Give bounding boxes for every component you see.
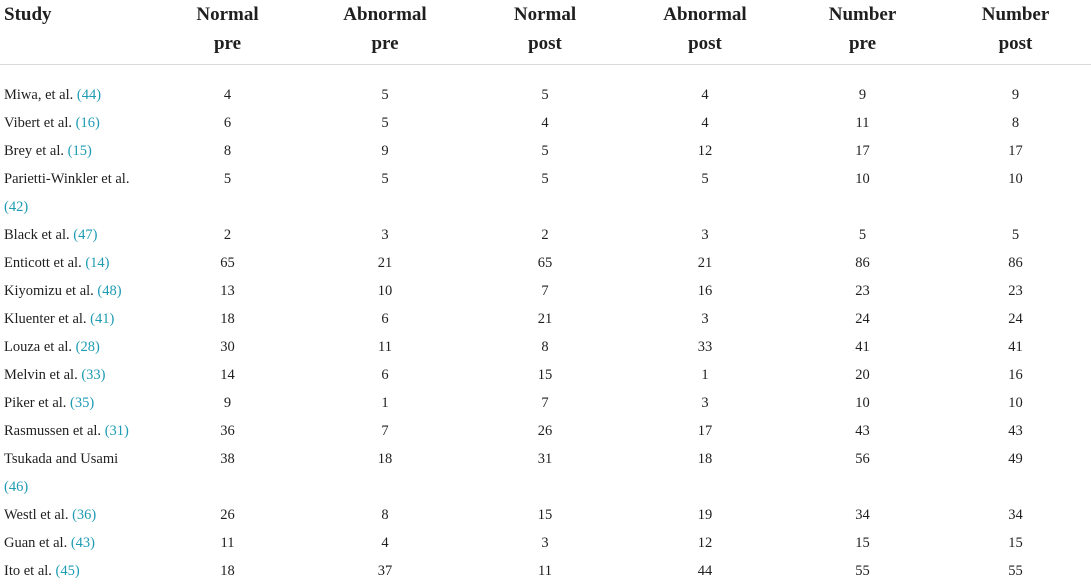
header-abnormal-post-line1: Abnormal [663,4,747,25]
cell-number-post: 23 [1008,283,1023,299]
study-cell [0,305,150,333]
table-row [0,333,1091,361]
cell-normal-post: 3 [541,535,549,551]
reference-link[interactable]: (43) [70,535,96,551]
reference-link[interactable]: (41) [90,311,115,327]
study-cell [0,333,150,361]
reference-link[interactable]: (14) [85,255,110,271]
cell-number-post: 41 [1008,339,1023,355]
cell-abnormal-post: 4 [701,87,709,103]
cell-abnormal-pre: 5 [381,171,389,187]
study-name: Black et al. [4,227,70,243]
cell-number-post: 43 [1008,423,1023,439]
cell-abnormal-pre: 21 [377,255,393,271]
table-row [0,445,1091,501]
study-name: Brey et al. [4,143,64,159]
cell-number-pre: 17 [855,143,870,159]
cell-number-post: 10 [1008,171,1023,187]
cell-normal-post: 4 [541,115,549,131]
cell-normal-post: 31 [537,451,553,467]
study-cell [0,137,150,165]
reference-link[interactable]: (33) [81,367,106,383]
cell-normal-post: 2 [541,227,549,243]
study-cell [0,65,150,110]
table-row [0,557,1091,585]
cell-normal-pre: 14 [220,367,235,383]
study-cell [0,529,150,557]
study-name: Miwa, et al. [4,87,74,103]
reference-link[interactable]: (42) [4,199,29,215]
cell-normal-post: 21 [537,311,553,327]
study-cell [0,277,150,305]
cell-number-post: 8 [1011,115,1020,131]
cell-normal-pre: 5 [223,171,232,187]
study-name: Guan et al. [4,535,68,551]
cell-normal-post: 26 [537,423,553,439]
cell-normal-post: 15 [537,507,553,523]
header-normal-post-line2: post [528,33,562,54]
reference-link[interactable]: (46) [4,479,29,495]
header-number-pre-line1: Number [828,4,897,25]
reference-link[interactable]: (48) [97,283,122,299]
reference-link[interactable]: (47) [73,227,98,243]
table-row [0,501,1091,529]
cell-number-post: 86 [1008,255,1023,271]
table-row [0,361,1091,389]
header-abnormal-pre-line1: Abnormal [343,4,427,25]
cell-normal-post: 7 [541,283,549,299]
cell-abnormal-pre: 8 [381,507,389,523]
study-name: Tsukada and Usami [4,451,119,467]
cell-abnormal-post: 5 [701,171,709,187]
header-normal-pre-line2: pre [213,33,242,54]
cell-abnormal-post: 3 [701,311,709,327]
study-name: Melvin et al. [4,367,78,383]
cell-number-pre: 34 [855,507,870,523]
table-row [0,137,1091,165]
table-header [0,0,1091,65]
cell-normal-pre: 30 [220,339,235,355]
cell-abnormal-pre: 1 [381,395,389,411]
header-number-pre [785,0,940,65]
cell-abnormal-pre: 11 [378,339,392,355]
cell-abnormal-post: 44 [697,563,713,579]
cell-number-pre: 5 [858,227,867,243]
cell-abnormal-post: 3 [701,227,709,243]
cell-number-post: 55 [1008,563,1023,579]
cell-number-pre: 10 [855,171,870,187]
cell-number-pre: 86 [855,255,870,271]
study-cell [0,417,150,445]
reference-link[interactable]: (15) [67,143,92,159]
cell-normal-post: 65 [537,255,553,271]
table-body [0,65,1091,586]
reference-link[interactable]: (35) [70,395,95,411]
study-cell [0,361,150,389]
cell-normal-pre: 13 [220,283,235,299]
cell-normal-pre: 65 [220,255,235,271]
cell-abnormal-pre: 9 [381,143,389,159]
cell-number-post: 49 [1008,451,1023,467]
cell-abnormal-pre: 37 [377,563,393,579]
header-number-post-line1: Number [981,4,1050,25]
study-name: Parietti-Winkler et al. [4,171,130,187]
cell-abnormal-post: 17 [697,423,713,439]
study-cell [0,389,150,417]
cell-number-pre: 23 [855,283,870,299]
cell-abnormal-post: 3 [701,395,709,411]
cell-abnormal-pre: 7 [381,423,389,439]
header-normal-post [465,0,625,65]
cell-number-post: 34 [1008,507,1023,523]
cell-normal-pre: 38 [220,451,235,467]
study-name: Enticott et al. [4,255,82,271]
cell-abnormal-pre: 18 [377,451,393,467]
cell-number-pre: 24 [855,311,870,327]
cell-normal-pre: 36 [220,423,235,439]
study-name: Louza et al. [4,339,73,355]
study-name: Kiyomizu et al. [4,283,94,299]
cell-normal-pre: 11 [220,535,235,551]
cell-normal-pre: 6 [223,115,232,131]
cell-number-post: 16 [1008,367,1023,383]
cell-abnormal-pre: 6 [381,311,389,327]
cell-number-pre: 55 [855,563,870,579]
cell-normal-post: 15 [537,367,553,383]
cell-number-post: 17 [1008,143,1023,159]
cell-abnormal-pre: 10 [377,283,393,299]
reference-link[interactable]: (45) [55,563,80,579]
cell-abnormal-pre: 3 [381,227,389,243]
reference-link[interactable]: (44) [76,87,102,103]
cell-normal-pre: 18 [220,563,235,579]
cell-normal-post: 11 [538,563,552,579]
cell-abnormal-post: 12 [697,143,713,159]
table-row [0,305,1091,333]
cell-number-pre: 10 [855,395,870,411]
cell-abnormal-pre: 5 [381,87,389,103]
cell-normal-post: 5 [541,87,549,103]
cell-normal-pre: 26 [220,507,235,523]
header-normal-pre [150,0,305,65]
cell-abnormal-post: 4 [701,115,709,131]
reference-link[interactable]: (28) [75,339,100,355]
cell-normal-pre: 9 [223,395,232,411]
cell-normal-pre: 8 [223,143,232,159]
cell-abnormal-post: 16 [697,283,713,299]
study-name: Vibert et al. [4,115,72,131]
study-cell [0,109,150,137]
cell-abnormal-post: 19 [697,507,713,523]
header-abnormal-pre [305,0,465,65]
cell-number-post: 5 [1011,227,1020,243]
cell-number-post: 15 [1008,535,1023,551]
study-cell [0,445,150,501]
cell-abnormal-post: 21 [697,255,713,271]
cell-abnormal-post: 1 [701,367,709,383]
cell-abnormal-post: 33 [697,339,713,355]
reference-link[interactable]: (16) [75,115,100,131]
table-row [0,249,1091,277]
study-cell [0,557,150,585]
table-row [0,529,1091,557]
reference-link[interactable]: (31) [104,423,129,439]
cell-number-pre: 20 [855,367,870,383]
table-row [0,221,1091,249]
header-number-post [940,0,1091,65]
header-study [0,0,150,65]
cell-number-pre: 41 [855,339,870,355]
header-normal-post-line1: Normal [513,4,577,25]
cell-number-pre: 11 [855,115,870,131]
study-name: Rasmussen et al. [4,423,102,439]
cell-normal-pre: 2 [223,227,232,243]
study-cell [0,501,150,529]
table-row [0,109,1091,137]
reference-link[interactable]: (36) [72,507,97,523]
cell-number-pre: 43 [855,423,870,439]
study-cell [0,165,150,221]
table-row [0,277,1091,305]
header-number-pre-line2: pre [848,33,877,54]
study-name: Ito et al. [4,563,52,579]
cell-number-post: 10 [1008,395,1023,411]
study-name: Westl et al. [4,507,69,523]
cell-abnormal-pre: 4 [381,535,389,551]
cell-abnormal-post: 12 [697,535,713,551]
header-abnormal-post [625,0,785,65]
cell-normal-post: 7 [541,395,549,411]
cell-normal-pre: 18 [220,311,235,327]
cell-number-pre: 15 [855,535,870,551]
cell-number-post: 24 [1008,311,1023,327]
cell-normal-post: 8 [541,339,549,355]
cell-abnormal-post: 18 [697,451,713,467]
table-row [0,165,1091,221]
study-name: Piker et al. [4,395,67,411]
study-name: Kluenter et al. [4,311,87,327]
study-cell [0,249,150,277]
cell-abnormal-pre: 6 [381,367,389,383]
study-cell [0,221,150,249]
header-number-post-line2: post [998,33,1033,54]
table-row [0,389,1091,417]
header-abnormal-post-line2: post [688,33,722,54]
cell-number-pre: 9 [858,87,867,103]
cell-abnormal-pre: 5 [381,115,389,131]
header-abnormal-pre-line2: pre [371,33,399,54]
cell-normal-post: 5 [541,171,549,187]
cell-number-post: 9 [1011,87,1020,103]
cell-normal-pre: 4 [223,87,232,103]
table-row [0,417,1091,445]
header-row [0,0,1091,65]
header-normal-pre-line1: Normal [196,4,259,25]
cell-normal-post: 5 [541,143,549,159]
cell-number-pre: 56 [855,451,870,467]
table-row [0,65,1091,110]
header-study-label: Study [4,4,52,25]
